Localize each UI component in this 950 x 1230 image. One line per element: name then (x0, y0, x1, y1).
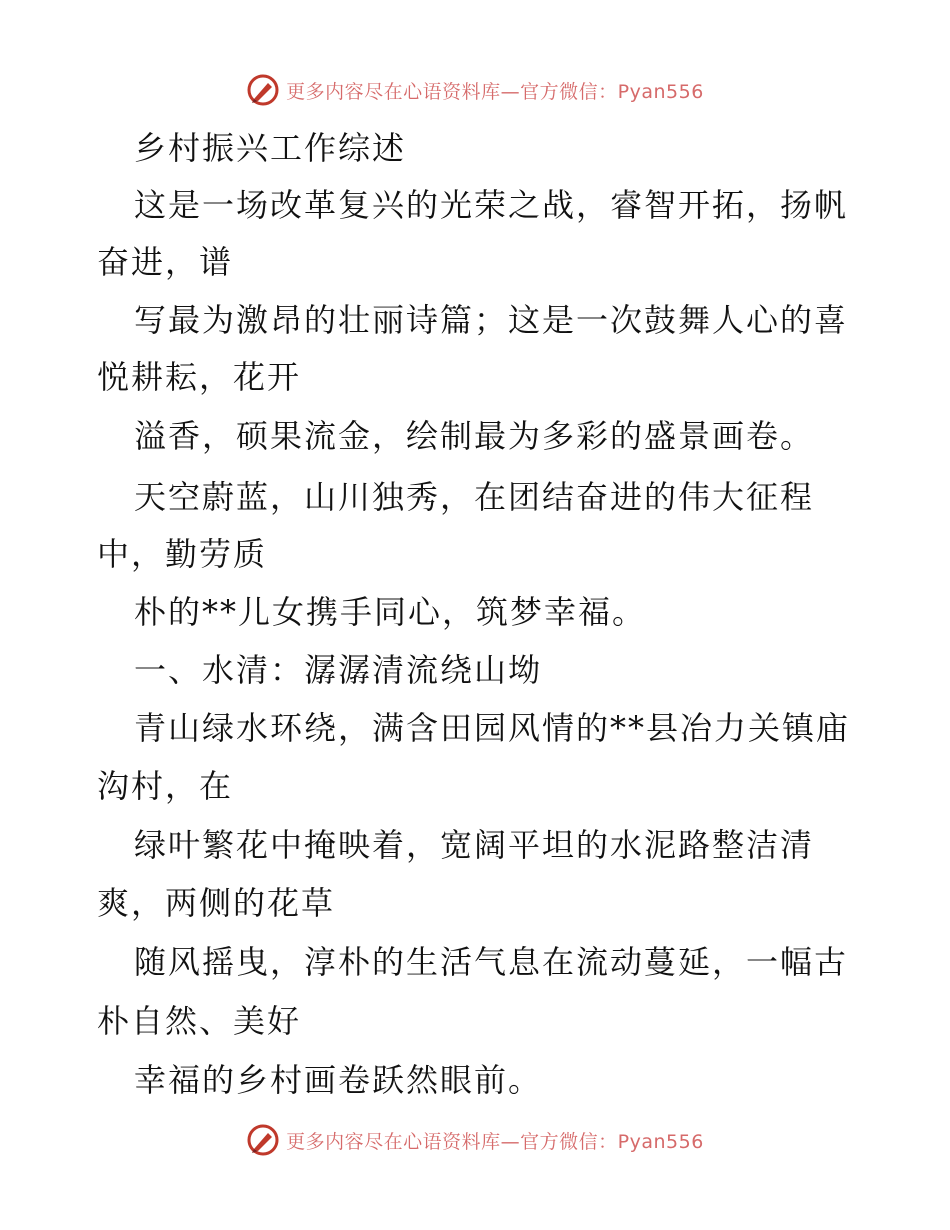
paragraph-line: 沟村，在 (97, 767, 234, 805)
footer-watermark-banner (0, 1118, 950, 1162)
paragraph-line: 朴自然、美好 (97, 1002, 302, 1040)
paragraph-line: 幸福的乡村画卷跃然眼前。 (134, 1061, 543, 1099)
paragraph-line: 天空蔚蓝，山川独秀，在团结奋进的伟大征程 (134, 478, 815, 516)
paragraph-line: 朴的**儿女携手同心，筑梦幸福。 (134, 593, 647, 631)
banner-text: 更多内容尽在心语资料库—官方微信：Pyan556 (286, 1130, 704, 1153)
paragraph-line: 中，勤劳质 (97, 535, 268, 573)
banner-text: 更多内容尽在心语资料库—官方微信：Pyan556 (286, 80, 704, 103)
paragraph-line: 爽，两侧的花草 (97, 884, 336, 922)
section-heading: 一、水清：潺潺清流绕山坳 (134, 651, 543, 689)
header-watermark-banner (0, 68, 950, 112)
paragraph-line: 随风摇曳，淳朴的生活气息在流动蔓延，一幅古 (134, 943, 849, 981)
paragraph-line: 青山绿水环绕，满含田园风情的**县冶力关镇庙 (134, 709, 851, 747)
paragraph-line: 奋进，谱 (97, 243, 234, 281)
paragraph-line: 绿叶繁花中掩映着，宽阔平坦的水泥路整洁清 (134, 826, 815, 864)
paragraph-line: 溢香，硕果流金，绘制最为多彩的盛景画卷。 (134, 417, 815, 455)
pen-logo-icon (246, 73, 280, 107)
paragraph-line: 悦耕耘，花开 (97, 358, 302, 396)
paragraph-line: 写最为激昂的壮丽诗篇；这是一次鼓舞人心的喜 (134, 301, 849, 339)
document-title: 乡村振兴工作综述 (134, 129, 407, 167)
pen-logo-icon (246, 1123, 280, 1157)
paragraph-line: 这是一场改革复兴的光荣之战，睿智开拓，扬帆 (134, 186, 849, 224)
